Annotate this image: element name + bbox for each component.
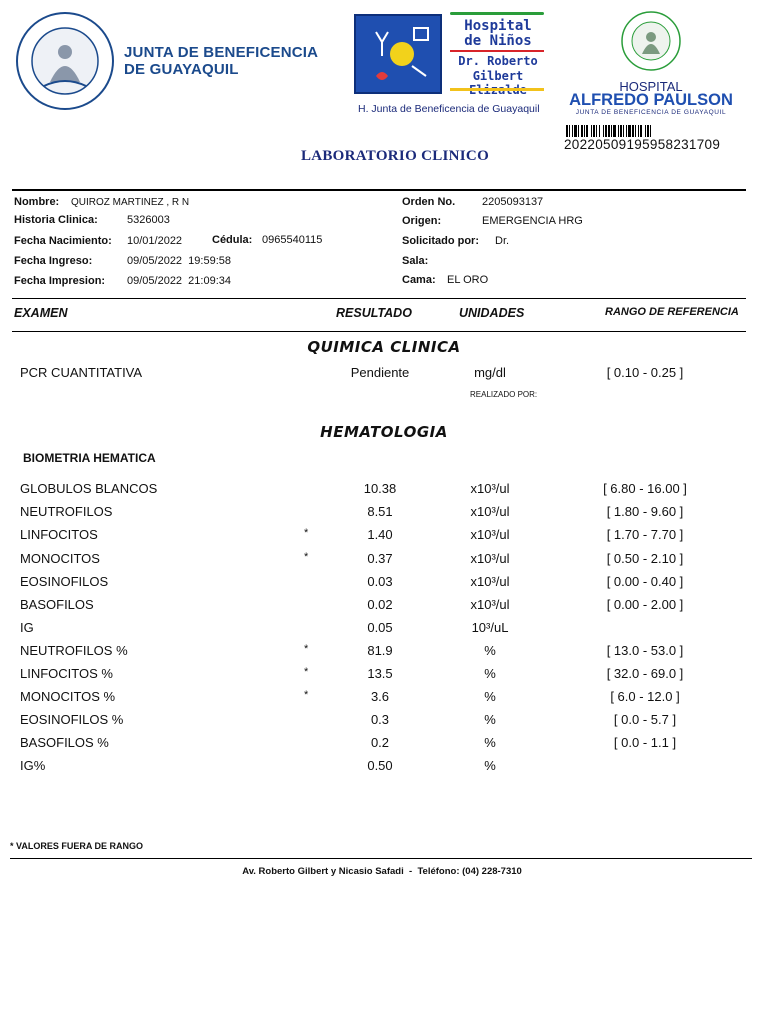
stripe-yellow [450,88,544,91]
exam-name: MONOCITOS [20,551,100,566]
hospital-ninos-caption: H. Junta de Beneficencia de Guayaquil [358,103,540,115]
out-of-range-flag: * [304,551,309,563]
exam-result: 8.51 [367,504,393,519]
barcode-bar [605,125,607,137]
col-unidades: UNIDADES [459,306,525,320]
table-row [0,758,768,778]
impresion-value: 09/05/2022 21:09:34 [127,275,231,287]
barcode-bar [574,125,577,137]
table-row [0,712,768,732]
table-row [0,551,768,571]
orden-value: 2205093137 [482,196,544,208]
exam-name: NEUTROFILOS % [20,643,128,658]
table-row [0,527,768,547]
exam-unit: x10³/ul [470,527,510,542]
barcode-bar [578,125,579,137]
exam-reference: [ 32.0 - 69.0 ] [606,666,684,681]
stripe-green [450,12,544,15]
exam-result: 3.6 [370,689,390,704]
exam-name: PCR CUANTITATIVA [20,365,143,380]
cedula-label: Cédula: [212,234,253,246]
exam-reference: [ 0.00 - 0.40 ] [606,574,684,589]
exam-name: EOSINOFILOS [20,574,109,589]
col-examen: EXAMEN [14,306,68,320]
exam-name: BASOFILOS [20,597,94,612]
barcode-number: 20220509195958231709 [564,137,721,152]
exam-reference: [ 6.80 - 16.00 ] [603,481,687,496]
barcode-bar [638,125,639,137]
exam-name: LINFOCITOS [20,527,98,542]
footer-address: Av. Roberto Gilbert y Nicasio Safadi - Teléfono: (04) 228-7310 [242,866,522,877]
exam-reference: [ 0.50 - 2.10 ] [606,551,684,566]
exam-reference: [ 1.80 - 9.60 ] [606,504,684,519]
exam-reference: [ 1.70 - 7.70 ] [606,527,684,542]
divider-footer [10,858,752,859]
barcode-bar [572,125,573,137]
realizado-por: REALIZADO POR: [470,390,538,399]
exam-name: MONOCITOS % [20,689,116,704]
exam-reference: [ 0.10 - 0.25 ] [606,365,684,380]
barcode-bar [608,125,610,137]
barcode-bar [645,125,646,137]
origen-value: EMERGENCIA HRG [482,215,583,227]
exam-reference: [ 0.0 - 5.7 ] [613,712,677,727]
paulson-subtitle: JUNTA DE BENEFICENCIA DE GUAYAQUIL [575,109,727,116]
hospital-ninos-line3: Dr. Roberto [458,54,538,68]
page-title: LABORATORIO CLINICO [300,148,490,164]
barcode-bar [591,125,592,137]
hospital-ninos-logo [354,14,442,94]
col-resultado: RESULTADO [336,306,412,320]
exam-unit: mg/dl [474,365,506,380]
junta-logo [14,10,116,112]
hospital-ninos-line4: Gilbert [472,69,524,83]
barcode-bar [593,125,595,137]
exam-reference: [ 6.0 - 12.0 ] [610,689,680,704]
exam-result: 0.50 [367,758,393,773]
exam-name: EOSINOFILOS % [20,712,124,727]
hospital-ninos-line2: de Niños [464,33,532,49]
exam-reference: [ 0.0 - 1.1 ] [613,735,677,750]
out-of-range-flag: * [304,689,309,701]
table-row [0,504,768,524]
cama-label: Cama: [402,274,436,286]
paulson-hospital-label: HOSPITAL [619,79,683,94]
exam-name: IG [20,620,34,635]
barcode-bar [632,125,634,137]
paulson-name: ALFREDO PAULSON [569,91,733,109]
exam-unit: x10³/ul [470,551,510,566]
ingreso-label: Fecha Ingreso: [14,255,93,267]
exam-result: 0.03 [367,574,393,589]
cedula-value: 0965540115 [262,234,323,246]
exam-result: 10.38 [363,481,397,496]
table-row [0,574,768,594]
impresion-label: Fecha Impresion: [14,275,106,287]
barcode-bar [611,125,612,137]
barcode-bar [620,125,622,137]
col-rango: RANGO DE REFERENCIA [605,306,739,318]
sala-label: Sala: [402,255,429,267]
table-row [0,643,768,663]
out-of-range-flag: * [304,643,309,655]
exam-unit: % [484,735,496,750]
stripe-red [450,50,544,52]
exam-result: 0.37 [367,551,393,566]
section-biometria-subtitle: BIOMETRIA HEMATICA [23,451,156,465]
exam-name: LINFOCITOS % [20,666,113,681]
nombre-label: Nombre: [14,196,60,208]
junta-seal-icon [14,10,116,112]
table-row [0,689,768,709]
children-drawing-icon [354,14,442,94]
exam-result: 0.05 [367,620,393,635]
exam-unit: % [484,758,496,773]
exam-unit: x10³/ul [470,481,510,496]
historia-label: Historia Clinica: [14,214,98,226]
exam-name: BASOFILOS % [20,735,109,750]
hospital-ninos-line1: Hospital [464,18,532,34]
barcode-bar [650,125,651,137]
exam-unit: % [484,643,496,658]
exam-reference: [ 13.0 - 53.0 ] [606,643,684,658]
divider-columns-top [12,298,746,299]
section-hematologia-title: HEMATOLOGIA [320,423,448,441]
ingreso-value: 09/05/2022 19:59:58 [127,255,231,267]
orden-label: Orden No. [402,196,456,208]
exam-result: 81.9 [367,643,393,658]
nacimiento-value: 10/01/2022 [127,235,183,247]
exam-result: 0.3 [370,712,390,727]
exam-name: GLOBULOS BLANCOS [20,481,158,496]
junta-name-line2: DE GUAYAQUIL [124,61,239,78]
exam-unit: % [484,666,496,681]
barcode-bar [647,125,649,137]
barcode-bar [569,125,570,137]
exam-unit: x10³/ul [470,574,510,589]
barcode [566,125,716,137]
junta-name-line1: JUNTA DE BENEFICENCIA [124,44,319,61]
exam-unit: x10³/ul [470,597,510,612]
exam-unit: % [484,689,496,704]
exam-unit: 10³/uL [471,620,509,635]
exam-unit: % [484,712,496,727]
origen-label: Origen: [402,215,442,227]
table-row [0,666,768,686]
barcode-bar [599,125,600,137]
out-of-range-flag: * [304,666,309,678]
exam-name: NEUTROFILOS [20,504,113,519]
barcode-bar [640,125,642,137]
historia-value: 5326003 [127,214,170,226]
exam-result: 0.2 [370,735,390,750]
barcode-bar [618,125,619,137]
out-of-range-flag: * [304,527,309,539]
hospital-ninos-wordmark [446,12,550,96]
barcode-bar [603,125,604,137]
table-row [0,735,768,755]
solicitado-label: Solicitado por: [402,235,479,247]
barcode-bar [596,125,597,137]
paulson-seal-icon [620,10,682,76]
exam-result: 0.02 [367,597,393,612]
divider-top [12,189,746,191]
result-row [0,365,768,385]
exam-unit: x10³/ul [470,504,510,519]
section-quimica-title: QUIMICA CLINICA [307,338,461,356]
barcode-bar [613,125,616,137]
paulson-logo [620,10,682,76]
barcode-bar [635,125,636,137]
nombre-value: QUIROZ MARTINEZ , R N [71,197,190,208]
exam-result: 13.5 [367,666,393,681]
barcode-bar [584,125,585,137]
divider-columns-bottom [12,331,746,332]
exam-result: 1.40 [367,527,393,542]
solicitado-value: Dr. [495,235,510,247]
table-row [0,481,768,501]
barcode-bar [628,125,631,137]
table-row [0,597,768,617]
nacimiento-label: Fecha Nacimiento: [14,235,112,247]
cama-value: EL ORO [447,274,489,286]
table-row [0,620,768,640]
exam-reference: [ 0.00 - 2.00 ] [606,597,684,612]
exam-result: Pendiente [350,365,410,380]
exam-name: IG% [20,758,46,773]
barcode-bar [586,125,588,137]
barcode-bar [623,125,624,137]
barcode-bar [626,125,627,137]
out-of-range-note: * VALORES FUERA DE RANGO [10,841,144,851]
barcode-bar [581,125,583,137]
barcode-bar [566,125,568,137]
